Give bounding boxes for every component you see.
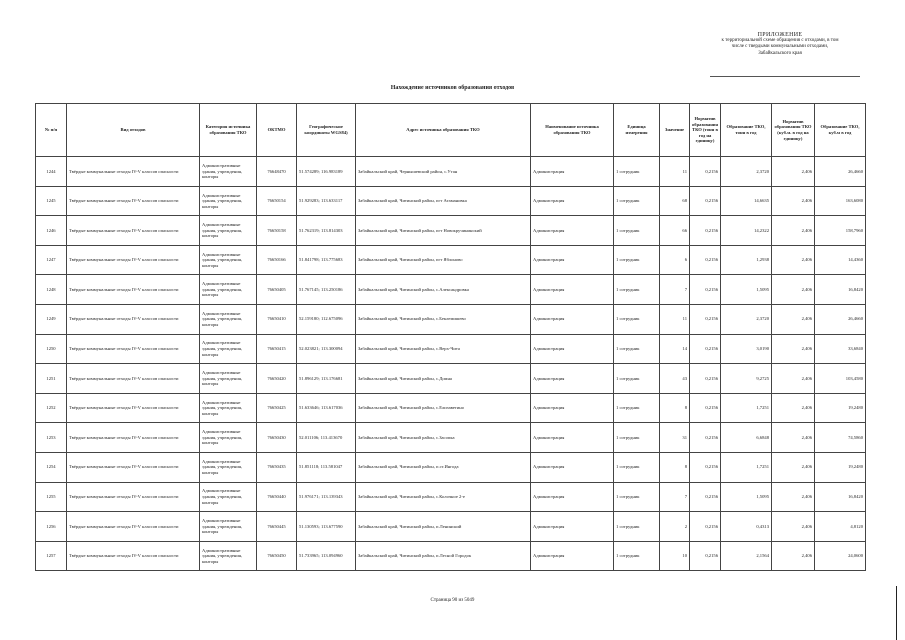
header-cell: Единица измерения (614, 104, 660, 157)
norm-cubic-cell: 2,406 (772, 482, 815, 512)
formation-cubic-cell: 19,2480 (815, 393, 866, 423)
source-category-cell: Администратнвные здания, учреждения, конторы (200, 216, 257, 246)
appendix-rule (710, 76, 860, 77)
table-row (36, 452, 866, 482)
norm-tons-cell: 0,2156 (690, 216, 721, 246)
page-number: Страница 90 из 5049 (430, 598, 475, 603)
source-address-cell: Забайкальский край, Читинский район, с.Беклемишево (356, 304, 531, 334)
source-category-cell: Административные здания, учреждения, конторы (200, 364, 257, 394)
header-cell: № п/п (36, 104, 67, 157)
unit-value-cell: 7 (660, 275, 690, 305)
row-number-cell: 1249 (36, 304, 67, 334)
unit-value-cell: 8 (660, 452, 690, 482)
norm-tons-cell: 0,2156 (690, 452, 721, 482)
unit-value-cell: 8 (660, 393, 690, 423)
formation-cubic-cell: 163,6080 (815, 186, 866, 216)
row-number-cell: 1252 (36, 393, 67, 423)
source-category-cell: Административные здания, учреждения, конторы (200, 541, 257, 571)
coordinates-cell: 52.159180; 112.675096 (297, 304, 356, 334)
table-row (36, 245, 866, 275)
coordinates-cell: 51.896129; 113.176681 (297, 364, 356, 394)
formation-tons-cell: 2,3720 (721, 157, 772, 187)
norm-cubic-cell: 2,406 (772, 186, 815, 216)
row-number-cell: 1254 (36, 452, 67, 482)
norm-tons-cell: 0,2156 (690, 364, 721, 394)
source-address-cell: Забайкальский край, Читинский район, п.ст.Ингода (356, 452, 531, 482)
norm-cubic-cell: 2,406 (772, 334, 815, 364)
norm-tons-cell: 0,2156 (690, 245, 721, 275)
measurement-unit-cell: 1 сотрудник (614, 482, 660, 512)
appendix-line: числе с твердыми коммунальными отходами, (731, 44, 829, 50)
oktmo-code-cell: 76650440 (257, 482, 297, 512)
source-name-cell: Администрация (531, 216, 614, 246)
formation-cubic-cell: 74,5860 (815, 423, 866, 453)
waste-type-cell: Твёрдые коммунальные отходы IV-V классов опасности (67, 334, 200, 364)
formation-tons-cell: 1,5095 (721, 275, 772, 305)
formation-cubic-cell: 24,0600 (815, 541, 866, 571)
formation-cubic-cell: 26,4660 (815, 157, 866, 187)
source-name-cell: Администрация (531, 393, 614, 423)
source-category-cell: Административные здания, учреждения, конторы (200, 334, 257, 364)
header-cell: Образование ТКО, куб.м в год (815, 104, 866, 157)
source-category-cell: Административные здания, учреждения, конторы (200, 423, 257, 453)
appendix-line: Забайкальского края (758, 50, 802, 56)
table-row (36, 512, 866, 542)
source-name-cell: Администрация (531, 275, 614, 305)
norm-cubic-cell: 2,406 (772, 452, 815, 482)
table-row (36, 423, 866, 453)
source-category-cell: Административные здания, учреждения, конторы (200, 393, 257, 423)
measurement-unit-cell: 1 сотрудник (614, 186, 660, 216)
row-number-cell: 1245 (36, 186, 67, 216)
source-name-cell: Администрация (531, 245, 614, 275)
row-number-cell: 1257 (36, 541, 67, 571)
formation-tons-cell: 2,1564 (721, 541, 772, 571)
norm-tons-cell: 0,2156 (690, 304, 721, 334)
waste-type-cell: Твёрдые коммунальные отходы IV-V классов опасности (67, 245, 200, 275)
oktmo-code-cell: 76650420 (257, 364, 297, 394)
formation-tons-cell: 1,7251 (721, 452, 772, 482)
source-address-cell: Забайкальский край, Читинский район, с.Александровка (356, 275, 531, 305)
unit-value-cell: 2 (660, 512, 690, 542)
formation-cubic-cell: 16,8420 (815, 275, 866, 305)
formation-cubic-cell: 33,6840 (815, 334, 866, 364)
header-cell: Вид отходов (67, 104, 200, 157)
waste-type-cell: Твёрдые коммунальные отходы IV-V классов опасности (67, 216, 200, 246)
oktmo-code-cell: 76650430 (257, 423, 297, 453)
source-address-cell: Забайкальский край, Читинский район, с.Домна (356, 364, 531, 394)
norm-cubic-cell: 2,406 (772, 364, 815, 394)
formation-tons-cell: 1,2938 (721, 245, 772, 275)
document-title: Нахождение источников образования отходов (390, 85, 515, 91)
formation-tons-cell: 14,2322 (721, 216, 772, 246)
coordinates-cell: 51.976171; 113.139343 (297, 482, 356, 512)
source-address-cell: Забайкальский край, Читинский район, с.Засопка (356, 423, 531, 453)
formation-tons-cell: 6,6848 (721, 423, 772, 453)
waste-type-cell: Твёрдые коммунальные отходы IV-V классов опасности (67, 186, 200, 216)
unit-value-cell: 11 (660, 304, 690, 334)
table-row (36, 393, 866, 423)
norm-tons-cell: 0,2156 (690, 423, 721, 453)
source-name-cell: Администрация (531, 482, 614, 512)
source-category-cell: Административные здания, учреждения, конторы (200, 452, 257, 482)
measurement-unit-cell: 1 сотрудник (614, 275, 660, 305)
table-row (36, 186, 866, 216)
header-cell: Образование ТКО, тонн в год (721, 104, 772, 157)
coordinates-cell: 51.574289; 116.983189 (297, 157, 356, 187)
formation-tons-cell: 0,4313 (721, 512, 772, 542)
header-cell: Норматив образования ТКО (тонн в год на единицу) (690, 104, 721, 157)
waste-type-cell: Твёрдые коммунальные отходы IV-V классов опасности (67, 512, 200, 542)
row-number-cell: 1246 (36, 216, 67, 246)
norm-tons-cell: 0,2156 (690, 275, 721, 305)
norm-cubic-cell: 2,406 (772, 423, 815, 453)
table-row (36, 275, 866, 305)
unit-value-cell: 43 (660, 364, 690, 394)
source-address-cell: Забайкальский край, Читинский район, с.Колочное 2-е (356, 482, 531, 512)
norm-cubic-cell: 2,406 (772, 245, 815, 275)
waste-type-cell: Твёрдые коммунальные отходы IV-V классов опасности (67, 157, 200, 187)
oktmo-code-cell: 76650410 (257, 304, 297, 334)
coordinates-cell: 51.851118; 113.581047 (297, 452, 356, 482)
measurement-unit-cell: 1 сотрудник (614, 334, 660, 364)
norm-tons-cell: 0,2156 (690, 157, 721, 187)
unit-value-cell: 7 (660, 482, 690, 512)
formation-tons-cell: 9,2725 (721, 364, 772, 394)
header-cell: Значение (660, 104, 690, 157)
measurement-unit-cell: 1 сотрудник (614, 245, 660, 275)
norm-cubic-cell: 2,406 (772, 304, 815, 334)
table-row (36, 364, 866, 394)
unit-value-cell: 11 (660, 157, 690, 187)
oktmo-code-cell: 76650166 (257, 245, 297, 275)
source-category-cell: Административные здания, учреждения, конторы (200, 482, 257, 512)
source-name-cell: Администрация (531, 364, 614, 394)
norm-tons-cell: 0,2156 (690, 512, 721, 542)
source-address-cell: Забайкальский край, Читинский район, пгт Новокручининский (356, 216, 531, 246)
source-address-cell: Забайкальский край, Читинский район, п.Лесной Городок (356, 541, 531, 571)
formation-tons-cell: 1,5095 (721, 482, 772, 512)
measurement-unit-cell: 1 сотрудник (614, 304, 660, 334)
formation-tons-cell: 14,6635 (721, 186, 772, 216)
waste-type-cell: Твёрдые коммунальные отходы IV-V классов опасности (67, 275, 200, 305)
norm-tons-cell: 0,2156 (690, 186, 721, 216)
norm-tons-cell: 0,2156 (690, 334, 721, 364)
appendix-heading: ПРИЛОЖЕНИЕ (757, 32, 803, 38)
norm-tons-cell: 0,2156 (690, 541, 721, 571)
row-number-cell: 1251 (36, 364, 67, 394)
header-cell: Категория источника образования ТКО (200, 104, 257, 157)
row-number-cell: 1256 (36, 512, 67, 542)
unit-value-cell: 6 (660, 245, 690, 275)
waste-type-cell: Твёрдые коммунальные отходы IV-V классов опасности (67, 423, 200, 453)
source-category-cell: Административные здания, учреждения, конторы (200, 245, 257, 275)
measurement-unit-cell: 1 сотрудник (614, 393, 660, 423)
waste-type-cell: Твёрдые коммунальные отходы IV-V классов опасности (67, 304, 200, 334)
formation-cubic-cell: 16,8420 (815, 482, 866, 512)
appendix-block (700, 32, 860, 57)
header-cell: Адрес источника образования ТКО (356, 104, 531, 157)
unit-value-cell: 68 (660, 186, 690, 216)
coordinates-cell: 51.130593; 113.677590 (297, 512, 356, 542)
table-body (36, 157, 866, 571)
coordinates-cell: 51.633646; 113.617036 (297, 393, 356, 423)
waste-type-cell: Твёрдые коммунальные отходы IV-V классов опасности (67, 452, 200, 482)
source-category-cell: Административные здания, учреждения, конторы (200, 186, 257, 216)
formation-tons-cell: 2,3720 (721, 304, 772, 334)
source-name-cell: Администрация (531, 334, 614, 364)
oktmo-code-cell: 76650405 (257, 275, 297, 305)
norm-cubic-cell: 2,406 (772, 275, 815, 305)
oktmo-code-cell: 76650154 (257, 186, 297, 216)
source-name-cell: Администрация (531, 304, 614, 334)
formation-cubic-cell: 19,2480 (815, 452, 866, 482)
table-row (36, 216, 866, 246)
formation-tons-cell: 1,7251 (721, 393, 772, 423)
appendix-line: к территориальной схеме обращения с отходами, в том (721, 38, 839, 44)
table-row (36, 541, 866, 571)
header-cell: Наименование источника образования ТКО (531, 104, 614, 157)
formation-tons-cell: 3,0190 (721, 334, 772, 364)
coordinates-cell: 51.767145; 113.250186 (297, 275, 356, 305)
measurement-unit-cell: 1 сотрудник (614, 423, 660, 453)
source-address-cell: Забайкальский край, Читинский район, пгт Атамановка (356, 186, 531, 216)
norm-cubic-cell: 2,406 (772, 157, 815, 187)
row-number-cell: 1244 (36, 157, 67, 187)
measurement-unit-cell: 1 сотрудник (614, 512, 660, 542)
coordinates-cell: 52.023821; 113.300094 (297, 334, 356, 364)
oktmo-code-cell: 76648470 (257, 157, 297, 187)
coordinates-cell: 52.011106; 113.413670 (297, 423, 356, 453)
norm-cubic-cell: 2,406 (772, 541, 815, 571)
norm-cubic-cell: 2,406 (772, 512, 815, 542)
source-name-cell: Администрация (531, 186, 614, 216)
row-number-cell: 1255 (36, 482, 67, 512)
source-address-cell: Забайкальский край, Читинский район, с.Верх-Чита (356, 334, 531, 364)
header-cell: Норматив образования ТКО (куб.м. в год на единицу) (772, 104, 815, 157)
source-address-cell: Забайкальский край, Читинский район, п.Ленинский (356, 512, 531, 542)
formation-cubic-cell: 26,4660 (815, 304, 866, 334)
source-address-cell: Забайкальский край, Читинский район, с.Елизаветино (356, 393, 531, 423)
oktmo-code-cell: 76650450 (257, 541, 297, 571)
waste-type-cell: Твёрдые коммунальные отходы IV-V классов опасности (67, 541, 200, 571)
norm-tons-cell: 0,2156 (690, 482, 721, 512)
table-row (36, 304, 866, 334)
coordinates-cell: 51.762319; 113.814303 (297, 216, 356, 246)
header-row (36, 104, 866, 157)
waste-type-cell: Твёрдые коммунальные отходы IV-V классов опасности (67, 482, 200, 512)
table-row (36, 157, 866, 187)
waste-sources-table (35, 103, 866, 571)
oktmo-code-cell: 76650158 (257, 216, 297, 246)
source-category-cell: Административные здания, учреждения, конторы (200, 304, 257, 334)
row-number-cell: 1250 (36, 334, 67, 364)
source-address-cell: Забайкальский край, Чернышевский район, с.Утан (356, 157, 531, 187)
oktmo-code-cell: 76650445 (257, 512, 297, 542)
measurement-unit-cell: 1 сотрудник (614, 452, 660, 482)
norm-tons-cell: 0,2156 (690, 393, 721, 423)
oktmo-code-cell: 76650415 (257, 334, 297, 364)
header-cell: Географические координаты WGS84) (297, 104, 356, 157)
source-name-cell: Администрация (531, 452, 614, 482)
source-name-cell: Администрация (531, 512, 614, 542)
formation-cubic-cell: 4,8120 (815, 512, 866, 542)
row-number-cell: 1253 (36, 423, 67, 453)
source-name-cell: Администрация (531, 541, 614, 571)
oktmo-code-cell: 76650435 (257, 452, 297, 482)
source-category-cell: Административные здания, учреждения, конторы (200, 275, 257, 305)
coordinates-cell: 51.929283; 113.633117 (297, 186, 356, 216)
table-header (36, 104, 866, 157)
unit-value-cell: 10 (660, 541, 690, 571)
formation-cubic-cell: 158,7960 (815, 216, 866, 246)
formation-cubic-cell: 103,4580 (815, 364, 866, 394)
coordinates-cell: 51.733965; 113.094960 (297, 541, 356, 571)
unit-value-cell: 66 (660, 216, 690, 246)
row-number-cell: 1247 (36, 245, 67, 275)
scan-edge-line (896, 586, 897, 640)
source-category-cell: Административные здания, учреждения, конторы (200, 512, 257, 542)
measurement-unit-cell: 1 сотрудник (614, 541, 660, 571)
table-row (36, 482, 866, 512)
measurement-unit-cell: 1 сотрудник (614, 157, 660, 187)
source-address-cell: Забайкальский край, Читинский район, пгт Яблоново (356, 245, 531, 275)
waste-type-cell: Твёрдые коммунальные отходы IV-V классов опасности (67, 393, 200, 423)
measurement-unit-cell: 1 сотрудник (614, 364, 660, 394)
measurement-unit-cell: 1 сотрудник (614, 216, 660, 246)
norm-cubic-cell: 2,406 (772, 216, 815, 246)
source-category-cell: Административные здания, учреждения, конторы (200, 157, 257, 187)
unit-value-cell: 14 (660, 334, 690, 364)
source-name-cell: Администрация (531, 157, 614, 187)
table-row (36, 334, 866, 364)
formation-cubic-cell: 14,4360 (815, 245, 866, 275)
oktmo-code-cell: 76650425 (257, 393, 297, 423)
unit-value-cell: 31 (660, 423, 690, 453)
row-number-cell: 1248 (36, 275, 67, 305)
coordinates-cell: 51.841798; 113.775683 (297, 245, 356, 275)
waste-type-cell: Твёрдые коммунальные отходы IV-V классов опасности (67, 364, 200, 394)
header-cell: ОКТМО (257, 104, 297, 157)
source-name-cell: Администрация (531, 423, 614, 453)
norm-cubic-cell: 2,406 (772, 393, 815, 423)
